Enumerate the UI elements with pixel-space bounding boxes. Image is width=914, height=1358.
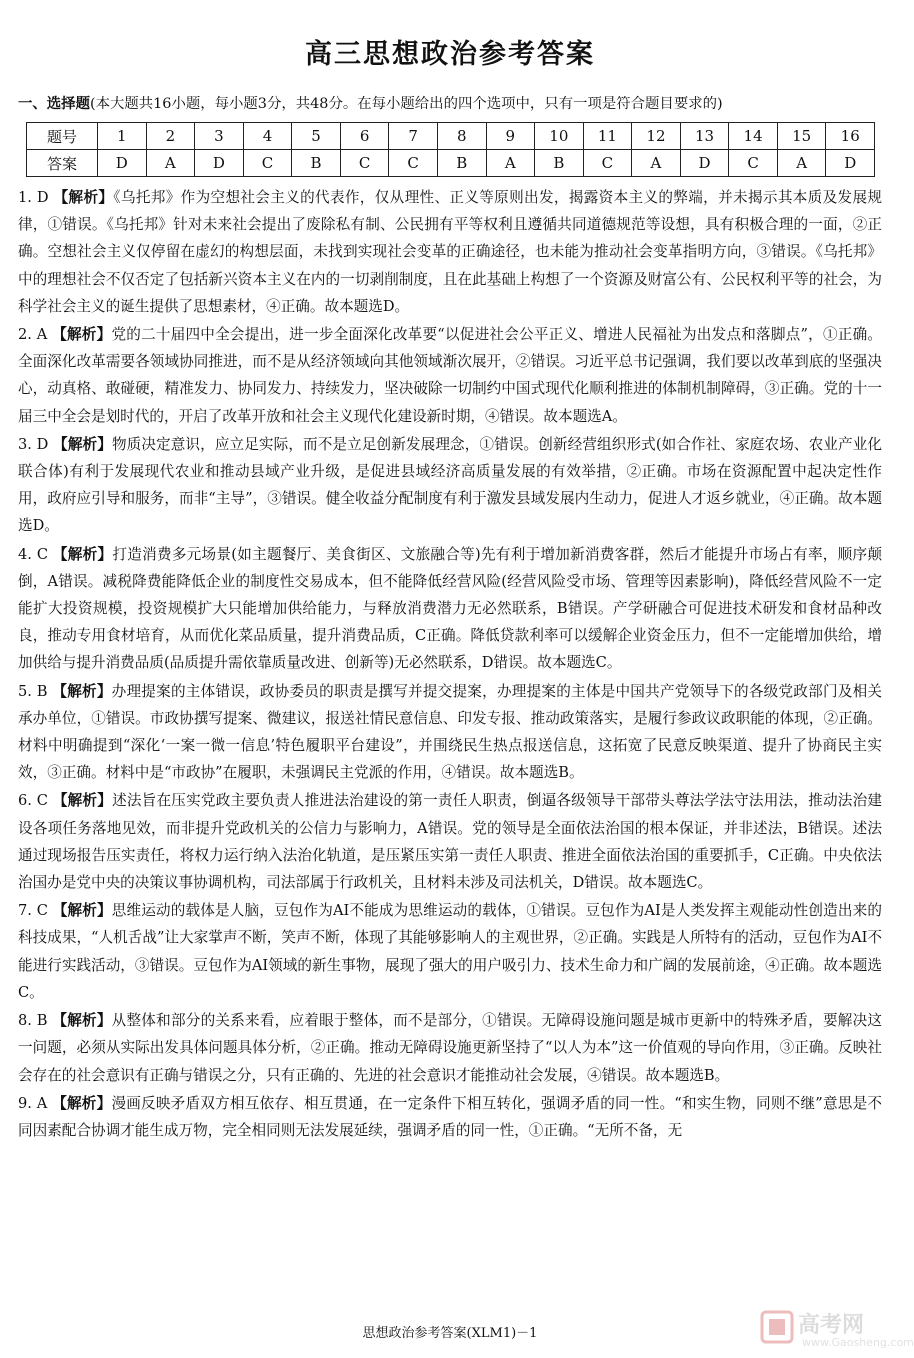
explanation-list (18, 184, 882, 1145)
watermark (758, 1306, 914, 1356)
answer-cell: A (632, 150, 681, 177)
item-answer: 8. B (18, 1012, 48, 1030)
explanation-item (18, 184, 882, 320)
item-text: 打造消费多元场景(如主题餐厅、美食街区、文旅融合等)先有利于增加新消费客群，然后才能提升市场占有率，顺序颠倒，A错误。减税降费能降低企业的制度性交易成本，但不能降低经营风险(经营风险受市场、管理等因素影响)，降低经营风险不一定能扩大投资规模，投资规模扩大只能增加供给能力，与释放消费潜力无必然联系，B错误。产学研融合可促进技术研发和食材品种改良，推动专用食材培育，从而优化菜品质量，提升消费品质，C正确。降低贷款利率可以缓解企业资金压力，但不一定能增加供给，增加供给与提升消费品质(品质提升需依靠质量改进、创新等)无必然联系，D错误。故本题选C。 (18, 545, 882, 672)
question-number: 10 (535, 123, 584, 150)
section-heading (18, 92, 888, 113)
answer-table-number-row (27, 123, 875, 150)
item-answer: 6. C (18, 792, 48, 810)
answer-cell: B (437, 150, 486, 177)
item-text: 述法旨在压实党政主要负责人推进法治建设的第一责任人职责，倒逼各级领导干部带头尊法学法守法用法，推动法治建设各项任务落地见效，而非提升党政机关的公信力与影响力，A错误。党的领导是全面依法治国的根本保证，并非述法，B错误。述法通过现场报告压实责任，将权力运行纳入法治化轨道，是压紧压实第一责任人职责、推进全面依法治国的重要抓手，C正确。中央依法治国办是党中央的决策议事协调机构，司法部属于行政机关，且材料未涉及司法机关，D错误。故本题选C。 (18, 792, 882, 892)
answer-cell: C (389, 150, 438, 177)
watermark-url: www.Gaosheng.com (802, 1336, 914, 1349)
answer-cell: A (777, 150, 826, 177)
answer-cell: C (729, 150, 778, 177)
answer-cell: D (195, 150, 244, 177)
row-label-number: 题号 (27, 123, 98, 150)
answer-cell: D (826, 150, 875, 177)
analysis-tag: 【解析】 (52, 326, 112, 344)
item-answer: 5. B (18, 682, 48, 700)
watermark-text: 高考网 (798, 1313, 865, 1338)
item-text: 思维运动的载体是人脑，豆包作为AI不能成为思维运动的载体，①错误。豆包作为AI是人类发挥主观能动性创造出来的科技成果，“人机舌战”让大家掌声不断，笑声不断，体现了其能够影响人的主观世界，②正确。实践是人所特有的活动，豆包作为AI不能进行实践活动，③错误。豆包作为AI领域的新生事物，展现了强大的用户吸引力、技术生命力和广阔的发展前途，④正确。故本题选C。 (18, 902, 882, 1001)
row-label-answer: 答案 (27, 150, 98, 177)
question-number: 13 (680, 123, 729, 150)
analysis-tag: 【解析】 (52, 545, 113, 563)
answer-table-answer-row (27, 150, 875, 177)
page-footer: 思想政治参考答案(XLM1)－1 (362, 1326, 538, 1341)
question-number: 6 (340, 123, 389, 150)
explanation-item (18, 541, 882, 677)
explanation-item (18, 678, 882, 787)
question-number: 5 (292, 123, 341, 150)
answer-cell: D (680, 150, 729, 177)
answer-table (26, 122, 875, 177)
explanation-item (18, 787, 882, 896)
item-text: 漫画反映矛盾双方相互依存、相互贯通，在一定条件下相互转化，强调矛盾的同一性。“和实生物，同则不继”意思是不同因素配合协调才能生成万物，完全相同则无法发展延续，强调矛盾的同一性，①正确。“无所不备，无 (18, 1094, 882, 1139)
item-answer: 2. A (18, 326, 48, 344)
item-text: 物质决定意识，应立足实际，而不是立足创新发展理念，①错误。创新经营组织形式(如合作社、家庭农场、农业产业化联合体)有利于发展现代农业和推动县域产业升级，是促进县域经济高质量发展的有效举措，②正确。市场在资源配置中起决定性作用，政府应引导和服务，而非“主导”，③错误。健全收益分配制度有利于激发县域发展内生动力，促进人才返乡就业，④正确。故本题选D。 (18, 435, 883, 535)
item-answer: 3. D (18, 435, 49, 453)
question-number: 16 (826, 123, 875, 150)
question-number: 2 (146, 123, 195, 150)
watermark-logo-icon (760, 1310, 794, 1344)
question-number: 12 (632, 123, 681, 150)
analysis-tag: 【解析】 (52, 792, 113, 810)
question-number: 8 (437, 123, 486, 150)
explanation-item (18, 321, 882, 430)
item-text: 办理提案的主体错误，政协委员的职责是撰写并提交提案，办理提案的主体是中国共产党领导下的各级党政部门及相关承办单位，①错误。市政协撰写提案、微建议，报送社情民意信息、印发专报、推动政策落实，是履行参政议政职能的体现，②正确。材料中明确提到“深化‘一案一微一信息’特色履职平台建设”，并围绕民生热点报送信息，这拓宽了民意反映渠道、提升了协商民主实效，③正确。材料中是“市政协”在履职，未强调民主党派的作用，④错误。故本题选B。 (18, 682, 882, 782)
question-number: 7 (389, 123, 438, 150)
question-number: 15 (777, 123, 826, 150)
explanation-item (18, 897, 882, 1006)
explanation-item (18, 1007, 882, 1089)
answer-cell: C (340, 150, 389, 177)
analysis-tag: 【解析】 (53, 435, 112, 453)
answer-cell: D (98, 150, 147, 177)
item-answer: 1. D (18, 189, 49, 206)
analysis-tag: 【解析】 (52, 902, 112, 920)
answer-cell: A (146, 150, 195, 177)
question-number: 1 (98, 123, 147, 150)
answer-cell: C (583, 150, 632, 177)
question-number: 11 (583, 123, 632, 150)
section-heading-label: 一、选择题 (18, 96, 90, 112)
explanation-item (18, 1090, 882, 1144)
item-text: 《乌托邦》作为空想社会主义的代表作，仅从理性、正义等原则出发，揭露资本主义的弊端，并未揭示其本质及发展规律，①错误。《乌托邦》针对未来社会提出了废除私有制、公民拥有平等权利且遵循共同道德规范等设想，具有积极合理的一面，②正确。空想社会主义仅停留在虚幻的构想层面，未找到实现社会变革的正确途径，也未能为推动社会变革指明方向，③错误。《乌托邦》中的理想社会不仅否定了包括新兴资本主义在内的一切剥削制度，且在此基础上构想了一个资源及财富公有、公民权利平等的社会，为科学社会主义的诞生提供了思想素材，④正确。故本题选D。 (18, 189, 882, 315)
analysis-tag: 【解析】 (52, 1094, 112, 1112)
question-number: 4 (243, 123, 292, 150)
section-heading-instructions: (本大题共16小题，每小题3分，共48分。在每小题给出的四个选项中，只有一项是符合题目要求的) (89, 96, 723, 112)
analysis-tag: 【解析】 (52, 1012, 112, 1030)
answer-cell: B (535, 150, 584, 177)
item-answer: 7. C (18, 902, 48, 920)
question-number: 9 (486, 123, 535, 150)
answer-cell: B (292, 150, 341, 177)
explanation-item (18, 431, 882, 540)
item-text: 从整体和部分的关系来看，应着眼于整体，而不是部分，①错误。无障碍设施问题是城市更新中的特殊矛盾，要解决这一问题，必须从实际出发具体问题具体分析，②正确。推动无障碍设施更新坚持了“以人为本”这一价值观的导向作用，③正确。反映社会存在的社会意识有正确与错误之分，只有正确的、先进的社会意识才能推动社会发展，④错误。故本题选B。 (18, 1012, 882, 1084)
answer-cell: A (486, 150, 535, 177)
answer-cell: C (243, 150, 292, 177)
page-title: 高三思想政治参考答案 (305, 39, 595, 70)
question-number: 14 (729, 123, 778, 150)
question-number: 3 (195, 123, 244, 150)
analysis-tag: 【解析】 (53, 189, 114, 206)
analysis-tag: 【解析】 (52, 682, 112, 700)
item-answer: 9. A (18, 1094, 48, 1112)
item-text: 党的二十届四中全会提出，进一步全面深化改革要“以促进社会公平正义、增进人民福祉为出发点和落脚点”，①正确。全面深化改革需要各领域协同推进，而不是从经济领域向其他领域渐次展开，②错误。习近平总书记强调，我们要以改革到底的坚强决心，动真格、敢碰硬，精准发力、协同发力、持续发力，坚决破除一切制约中国式现代化顺利推进的体制机制障碍，③正确。党的十一届三中全会是划时代的，开启了改革开放和社会主义现代化建设新时期，④错误。故本题选A。 (18, 326, 882, 425)
item-answer: 4. C (18, 545, 48, 563)
